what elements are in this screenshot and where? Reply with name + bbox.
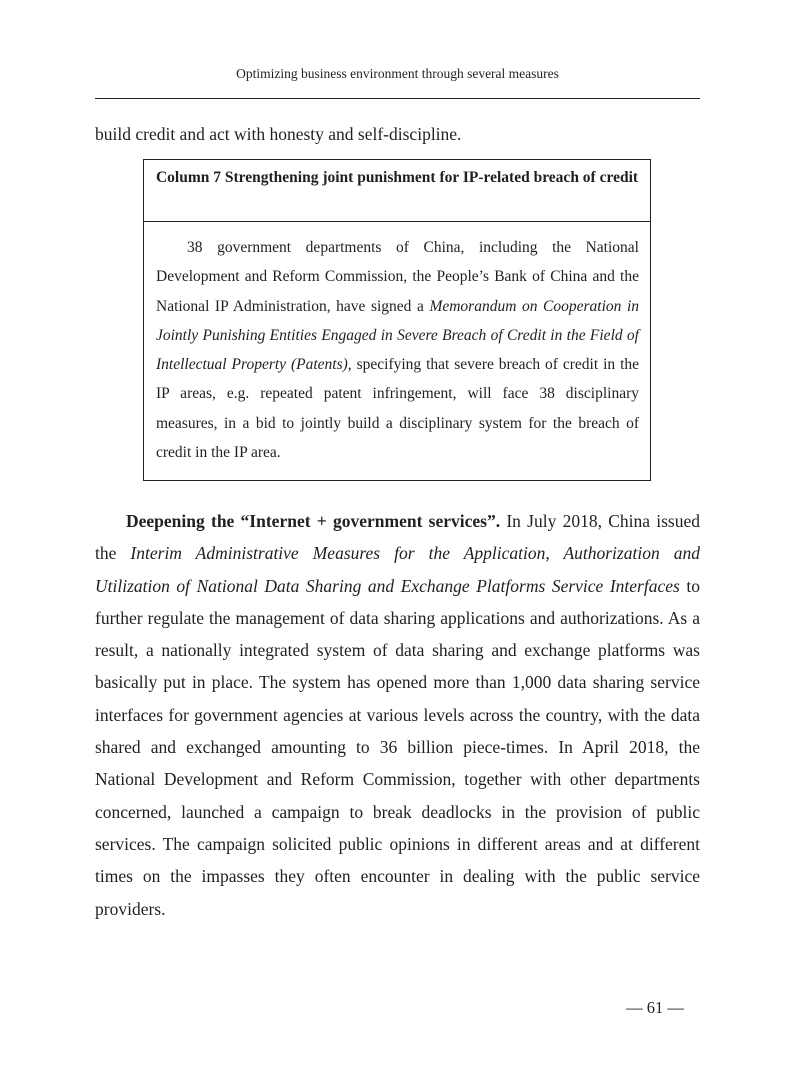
column-box-body-text-2: , specifying that severe breach of credit in the IP areas, e.g. repeated patent infringement, will face 38 disciplinary measures, in a bid to jointly build a disciplinary system for the breach of credit in the IP area. xyxy=(156,356,640,462)
main-paragraph xyxy=(95,505,700,925)
paragraph-text-2: to further regulate the management of data sharing applications and authorizations. As a result, a nationally integrated system of data sharing and exchange platforms was basically put in place. The system has opened more than 1,000 data sharing service interfaces for government agencies at various levels across the country, with the data shared and exchanged amounting to 36 billion piece-times. In April 2018, the National Development and Reform Commission, together with other departments concerned, launched a campaign to break deadlocks in the provision of public services. The campaign solicited public opinions in different areas and at different times on the impasses they often encounter in dealing with the public service providers. xyxy=(95,575,700,919)
running-header: Optimizing business environment through several measures xyxy=(236,66,559,81)
paragraph-heading: Deepening the “Internet + government services”. xyxy=(126,511,501,531)
column-box xyxy=(143,159,651,481)
paragraph-text-1: In July 2018, China issued the xyxy=(95,511,700,564)
memorandum-title: Memorandum on Cooperation in Jointly Punishing Entities Engaged in Severe Breach of Credit in the Field of Intellectual Property (Patents) xyxy=(156,297,639,374)
column-box-body xyxy=(144,222,650,467)
lead-line: build credit and act with honesty and self-discipline. xyxy=(95,124,462,144)
column-box-body-text-1: 38 government departments of China, including the National Development and Reform Commission, the People’s Bank of China and the National IP Administration, have signed a xyxy=(156,239,639,315)
page-number: — 61 — xyxy=(626,998,684,1017)
column-box-title: Column 7 Strengthening joint punishment for IP-related breach of credit xyxy=(144,160,650,222)
measures-title: Interim Administrative Measures for the Application, Authorization and Utilization of National Data Sharing and Exchange Platforms Service Interfaces xyxy=(95,543,700,596)
header-divider xyxy=(95,98,700,99)
